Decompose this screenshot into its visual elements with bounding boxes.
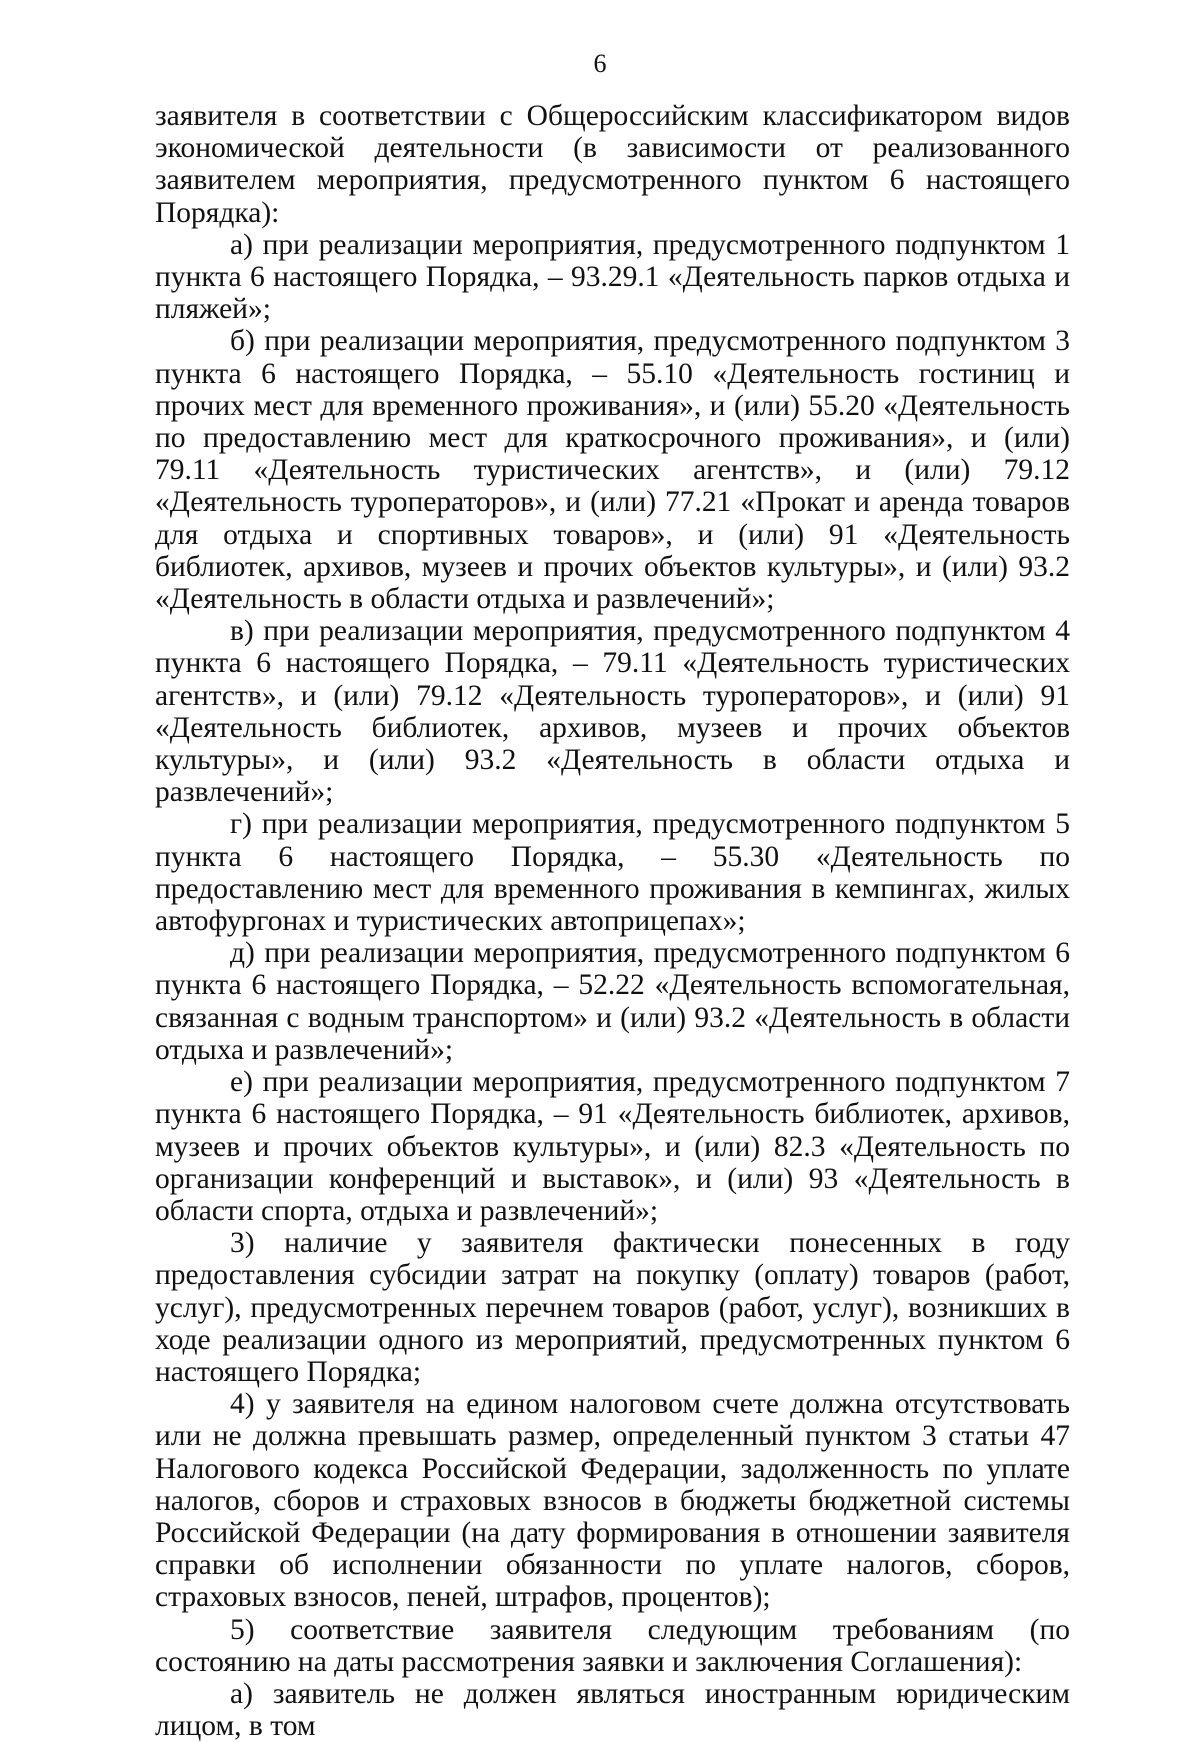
paragraph-item-a-2: а) заявитель не должен являться иностранным юридическим лицом, в том [155,1677,1070,1742]
page-number: 6 [593,49,607,78]
document-body [155,100,1070,1742]
paragraph-item-5: 5) соответствие заявителя следующим требованиям (по состоянию на даты рассмотрения заявки и заключения Соглашения): [155,1613,1070,1678]
paragraph-item-b: б) при реализации мероприятия, предусмотренного подпунктом 3 пункта 6 настоящего Порядка, – 55.10 «Деятельность гостиниц и прочих мест для временного проживания», и (или) 55.20 «Деятельность по предоставлению мест для краткосрочного проживания», и (или) 79.11 «Деятельность туристических агентств», и (или) 79.12 «Деятельность туроператоров», и (или) 77.21 «Прокат и аренда товаров для отдыха и спортивных товаров», и (или) 91 «Деятельность библиотек, архивов, музеев и прочих объектов культуры», и (или) 93.2 «Деятельность в области отдыха и развлечений»; [155,325,1070,616]
paragraph-item-e: е) при реализации мероприятия, предусмотренного подпунктом 7 пункта 6 настоящего Порядка, – 91 «Деятельность библиотек, архивов, музеев и прочих объектов культуры», и (или) 82.3 «Деятельность по организации конференций и выставок», и (или) 93 «Деятельность в области спорта, отдыха и развлечений»; [155,1066,1070,1227]
paragraph-item-a-1: а) при реализации мероприятия, предусмотренного подпунктом 1 пункта 6 настоящего Порядка, – 93.29.1 «Деятельность парков отдыха и пляжей»; [155,228,1070,326]
paragraph-item-g: г) при реализации мероприятия, предусмотренного подпунктом 5 пункта 6 настоящего Порядка, – 55.30 «Деятельность по предоставлению мест для временного проживания в кемпингах, жилых автофургонах и туристических автоприцепах»; [155,808,1070,938]
paragraph-item-4: 4) у заявителя на едином налоговом счете должна отсутствовать или не должна превышать размер, определенный пунктом 3 статьи 47 Налогового кодекса Российской Федерации, задолженность по уплате налогов, сборов и страховых взносов в бюджеты бюджетной системы Российской Федерации (на дату формирования в отношении заявителя справки об исполнении обязанности по уплате налогов, сборов, страховых взносов, пеней, штрафов, процентов); [155,1388,1070,1614]
paragraph-item-3: 3) наличие у заявителя фактически понесенных в году предоставления субсидии затрат на покупку (оплату) товаров (работ, услуг), предусмотренных перечнем товаров (работ, услуг), возникших в ходе реализации одного из мероприятий, предусмотренных пунктом 6 настоящего Порядка; [155,1227,1070,1388]
paragraph-item-v: в) при реализации мероприятия, предусмотренного подпунктом 4 пункта 6 настоящего Порядка, – 79.11 «Деятельность туристических агентств», и (или) 79.12 «Деятельность туроператоров», и (или) 91 «Деятельность библиотек, архивов, музеев и прочих объектов культуры», и (или) 93.2 «Деятельность в области отдыха и развлечений»; [155,615,1070,809]
paragraph-item-d: д) при реализации мероприятия, предусмотренного подпунктом 6 пункта 6 настоящего Порядка, – 52.22 «Деятельность вспомогательная, связанная с водным транспортом» и (или) 93.2 «Деятельность в области отдыха и развлечений»; [155,937,1070,1066]
paragraph-intro-continuation: заявителя в соответствии с Общероссийским классификатором видов экономической деятельности (в зависимости от реализованного заявителем мероприятия, предусмотренного пунктом 6 настоящего Порядка): [155,100,1070,229]
